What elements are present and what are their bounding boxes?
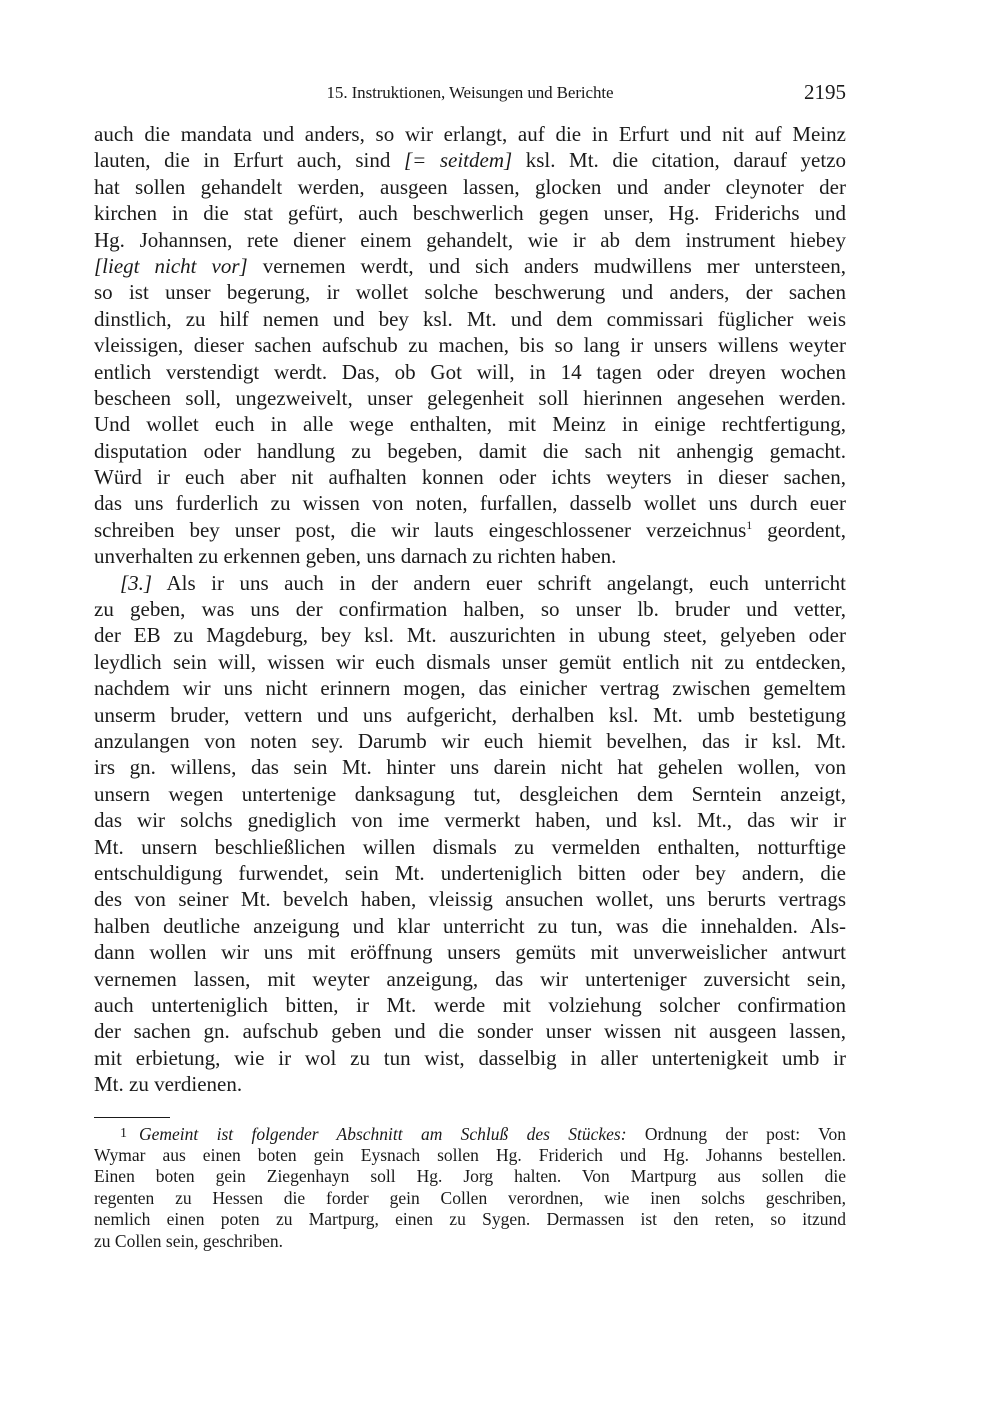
footnote-line: zu Collen sein, geschriben. bbox=[94, 1230, 284, 1251]
page-number: 2195 bbox=[804, 80, 846, 104]
text-line: des von seiner Mt. bevelch haben, vleissig ansuchen wollet, uns berurts vertrags bbox=[94, 887, 846, 912]
text-line: disputation oder handlung zu begeben, damit die sach nit anhengig gemacht. bbox=[94, 438, 846, 463]
footnote-separator bbox=[94, 1117, 170, 1118]
text-line: mit erbietung, wie ir wol zu tun wist, dasselbig in aller untertenigkeit umb ir bbox=[94, 1045, 846, 1070]
footnote-number: 1 bbox=[120, 1126, 127, 1141]
footnotes bbox=[94, 1123, 846, 1253]
text-line: zu geben, was uns der confirmation halben, so unser lb. bruder und vetter, bbox=[94, 597, 846, 622]
text-line: Mt. unsern beschließlichen willen dismals zu vermelden enthalten, notturftige bbox=[94, 834, 846, 859]
text-line: auch die mandata und anders, so wir erlangt, auf die in Erfurt und nit auf Meinz bbox=[94, 122, 846, 146]
text-line: hat sollen gehandelt werden, ausgeen lassen, glocken und ander cleynoter der bbox=[94, 174, 846, 199]
text-line: entlich verstendigt werdt. Das, ob Got will, in 14 tagen oder dreyen wochen bbox=[94, 359, 846, 384]
text-line: kirchen in die stat gefürt, auch beschwerlich gegen unser, Hg. Friderichs und bbox=[94, 201, 846, 226]
text-line: so ist unser begerung, ir wollet solche beschwerung und anders, der sachen bbox=[94, 280, 846, 305]
text-line: halben deutliche anzeigung und klar unterricht zu tun, was die innehalden. Als- bbox=[94, 913, 846, 938]
text-line: Hg. Johannsen, rete diener einem gehandelt, wie ir ab dem instrument hiebey bbox=[94, 227, 846, 252]
text-line: auch unterteniglich bitten, ir Mt. werde mit volziehung solcher confirmation bbox=[94, 992, 846, 1017]
text-line: lauten, die in Erfurt auch, sind [= seitdem] ksl. Mt. die citation, darauf yetzo bbox=[94, 148, 847, 173]
text-line: dann wollen wir uns mit eröffnung unsers gemüts mit unverweislicher antwurt bbox=[94, 940, 846, 965]
text-line: unverhalten zu erkennen geben, uns darnach zu richten haben. bbox=[94, 544, 617, 569]
text-line: Und wollet euch in alle wege enthalten, mit Meinz in einige rechtfertigung, bbox=[94, 412, 846, 437]
text-line: entschuldigung furwendet, sein Mt. underteniglich bitten oder bey andern, die bbox=[94, 860, 846, 885]
text-line: der sachen gn. aufschub geben und die sonder unser wissen nit ausgeen lassen, bbox=[94, 1019, 846, 1044]
footnote-line: Einen boten gein Ziegenhayn soll Hg. Jorg halten. Von Martpurg aus sollen die bbox=[94, 1166, 846, 1187]
footnote-line: Wymar aus einen boten gein Eysnach sollen Hg. Friderich und Hg. Johanns bestellen. bbox=[94, 1144, 846, 1165]
text-line: das uns furderlich zu wissen von noten, furfallen, dasselb wollet uns durch euer bbox=[94, 491, 846, 516]
editorial-note: [= seitdem] bbox=[403, 148, 513, 173]
section-start-line: [3.] Als ir uns auch in der andern euer schrift angelangt, euch unterricht bbox=[120, 570, 846, 595]
text-line: leydlich sein will, wissen wir euch dismals unser gemüt entlich nit zu entdecken, bbox=[94, 649, 846, 674]
footnote-line: nemlich einen poten zu Martpurg, einen zu Sygen. Dermassen ist den reten, so itzund bbox=[94, 1209, 846, 1230]
text-line: das wir solchs gnediglich von ime vermerkt haben, und ksl. Mt., das wir ir bbox=[94, 808, 846, 833]
text-line: [liegt nicht vor] vernemen werdt, und sich anders mudwillens mer untersteen, bbox=[94, 253, 846, 278]
text-line: Würd ir euch aber nit aufhalten konnen oder ichts weyters in dieser sachen, bbox=[94, 465, 846, 490]
text-line: schreiben bey unser post, die wir lauts eingeschlossener verzeichnus$^1$ geordent, bbox=[94, 517, 846, 542]
text-line: der EB zu Magdeburg, bey ksl. Mt. auszurichten in ubung steet, gelyeben oder bbox=[94, 623, 846, 648]
text-line: vernemen lassen, mit weyter anzeigung, das wir unterteniger zuversicht sein, bbox=[94, 966, 846, 991]
section-number: [3.] bbox=[120, 570, 153, 595]
text-line: unsern wegen untertenige danksagung tut, desgleichen dem Serntein anzeigt, bbox=[94, 781, 846, 806]
text-line: Mt. zu verdienen. bbox=[94, 1072, 243, 1097]
footnote-reference[interactable]: 1 bbox=[746, 517, 753, 532]
footnote-line: 1 Gemeint ist folgender Abschnitt am Schluß des Stückes: Ordnung der post: Von bbox=[120, 1124, 847, 1144]
text-line: nachdem wir uns nicht erinnern mogen, das einicher vertrag zwischen gemeltem bbox=[94, 676, 846, 701]
main-text bbox=[94, 121, 846, 1097]
text-line: anzulangen von noten sey. Darumb wir euch hiemit bevelhen, das ir ksl. Mt. bbox=[94, 728, 846, 753]
footnote-editorial-intro: Gemeint ist folgender Abschnitt am Schluß des Stückes: bbox=[139, 1124, 627, 1144]
text-line: irs gn. willens, das sein Mt. hinter uns darein nicht hat gehelen wollen, von bbox=[94, 755, 846, 780]
text-line: bescheen soll, ungezweivelt, unser gelegenheit soll hierinnen angesehen werden. bbox=[94, 385, 846, 410]
footnote-line: regenten zu Hessen die forder gein Collen verordnen, wie inen solchs geschriben, bbox=[94, 1187, 846, 1208]
editorial-note: [liegt nicht vor] bbox=[94, 253, 248, 278]
running-title: 15. Instruktionen, Weisungen und Berichte bbox=[326, 83, 614, 102]
text-line: unserm bruder, vettern und uns aufgericht, derhalben ksl. Mt. umb bestetigung bbox=[94, 702, 846, 727]
text-line: dinstlich, zu hilf nemen und bey ksl. Mt. und dem commissari füglicher weis bbox=[94, 306, 846, 331]
text-line: vleissigen, dieser sachen aufschub zu machen, bis so lang ir unsers willens weyter bbox=[94, 333, 846, 358]
running-header bbox=[94, 80, 846, 106]
